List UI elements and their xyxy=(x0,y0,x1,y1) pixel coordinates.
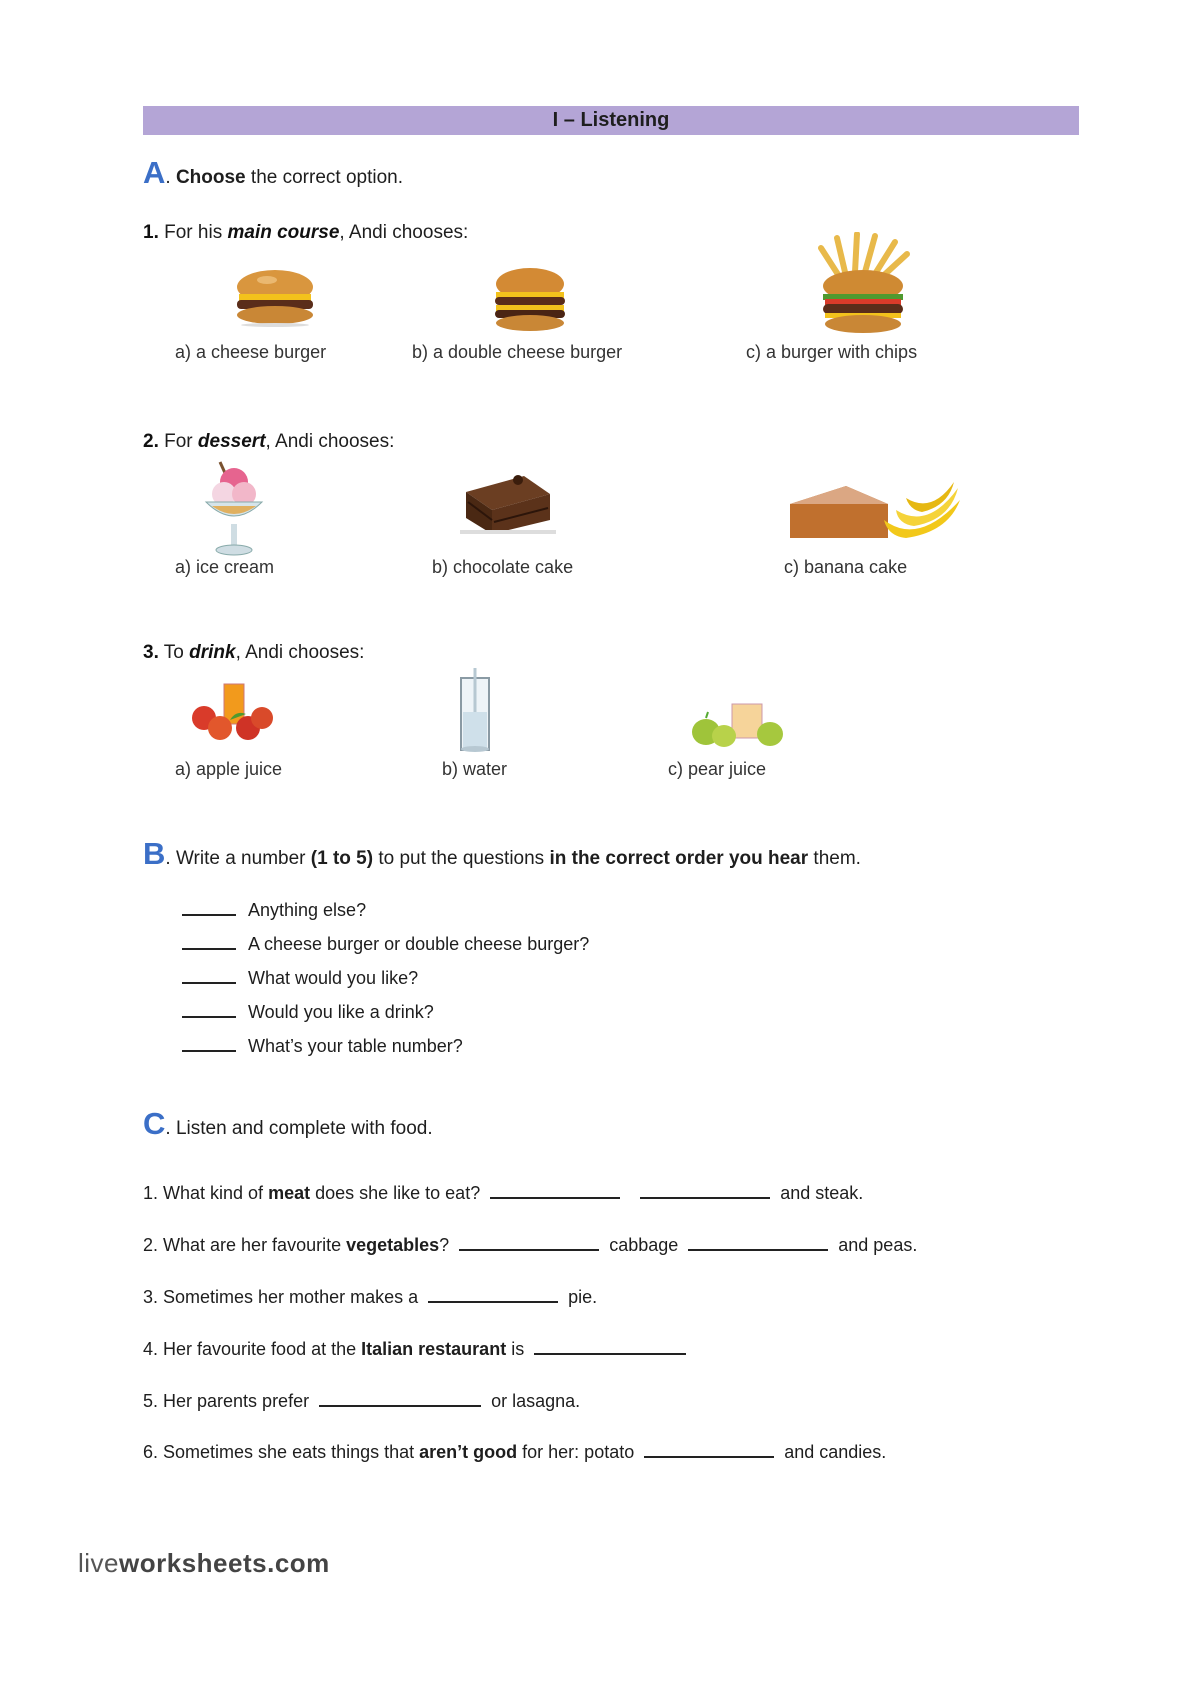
sentence-text: 4. Her favourite food at the xyxy=(143,1339,362,1359)
apple-juice-image xyxy=(190,680,276,746)
option-b: b) chocolate cake xyxy=(432,557,574,577)
order-item-text: What would you like? xyxy=(248,968,419,988)
question-3 xyxy=(143,642,364,664)
sentence-text: and peas. xyxy=(838,1235,918,1255)
fill-sentence-5 xyxy=(143,1391,580,1412)
section-c-heading xyxy=(143,1106,433,1142)
answer-blank[interactable] xyxy=(459,1235,599,1251)
water-glass-image xyxy=(458,668,492,754)
order-blank[interactable] xyxy=(182,970,236,984)
option-c: c) a burger with chips xyxy=(746,342,918,362)
question-number: 2. xyxy=(143,431,159,452)
sentence-text: or lasagna. xyxy=(491,1391,581,1411)
option-a: a) a cheese burger xyxy=(175,342,327,362)
question-emphasis: drink xyxy=(189,642,236,663)
sentence-text: 1. What kind of xyxy=(143,1183,269,1203)
section-a-rest: the correct option. xyxy=(245,167,404,188)
sentence-text: 2. What are her favourite xyxy=(143,1235,347,1255)
question-text: , Andi chooses: xyxy=(265,431,395,452)
section-a-heading xyxy=(143,155,403,191)
order-item-text: A cheese burger or double cheese burger? xyxy=(248,934,590,954)
sentence-text: 6. Sometimes she eats things that xyxy=(143,1442,420,1462)
order-item-text: Would you like a drink? xyxy=(248,1002,434,1022)
answer-blank[interactable] xyxy=(640,1183,770,1199)
sentence-text: 5. Her parents prefer xyxy=(143,1391,310,1411)
section-title: I – Listening xyxy=(143,106,1079,135)
order-item-5 xyxy=(182,1036,463,1057)
option-c: c) banana cake xyxy=(784,557,908,577)
answer-blank[interactable] xyxy=(490,1183,620,1199)
logo-part: worksheets xyxy=(119,1548,268,1578)
sentence-bold: aren’t good xyxy=(419,1442,518,1462)
order-blank[interactable] xyxy=(182,1038,236,1052)
section-c-text: . Listen and complete with food. xyxy=(165,1118,433,1139)
answer-blank[interactable] xyxy=(319,1391,481,1407)
logo-part: live xyxy=(78,1548,120,1578)
section-a-dot: . xyxy=(165,167,171,188)
section-b-letter: B xyxy=(143,836,166,871)
option-b: b) a double cheese burger xyxy=(412,342,623,362)
order-item-1 xyxy=(182,900,366,921)
fill-sentence-2 xyxy=(143,1235,917,1256)
section-a-bold: Choose xyxy=(175,167,246,188)
liveworksheets-logo xyxy=(78,1548,330,1579)
answer-blank[interactable] xyxy=(688,1235,828,1251)
fill-sentence-4 xyxy=(143,1339,696,1360)
option-a: a) apple juice xyxy=(175,759,283,779)
order-item-2 xyxy=(182,934,589,955)
section-c-letter: C xyxy=(143,1106,166,1141)
banana-cake-image xyxy=(788,480,964,542)
question-emphasis: main course xyxy=(227,222,340,243)
sentence-text: 3. Sometimes her mother makes a xyxy=(143,1287,419,1307)
sentence-text: and steak. xyxy=(780,1183,864,1203)
question-1 xyxy=(143,222,468,244)
answer-blank[interactable] xyxy=(428,1287,558,1303)
section-b-bold: (1 to 5) xyxy=(310,848,374,869)
chocolate-cake-image xyxy=(458,468,558,538)
sentence-bold: meat xyxy=(268,1183,311,1203)
fill-sentence-1 xyxy=(143,1183,863,1204)
question-emphasis: dessert xyxy=(197,431,266,452)
option-a: a) ice cream xyxy=(175,557,275,577)
question-text: , Andi chooses: xyxy=(235,642,365,663)
question-text: To xyxy=(158,642,190,663)
sentence-text: for her: potato xyxy=(517,1442,635,1462)
section-b-bold: in the correct order you hear xyxy=(549,848,809,869)
sentence-text: and candies. xyxy=(784,1442,887,1462)
section-b-text: . Write a number xyxy=(165,848,311,869)
sentence-text: is xyxy=(506,1339,525,1359)
sentence-bold: vegetables xyxy=(346,1235,440,1255)
sentence-text: ? xyxy=(439,1235,450,1255)
order-item-3 xyxy=(182,968,418,989)
order-blank[interactable] xyxy=(182,1004,236,1018)
order-item-text: Anything else? xyxy=(248,900,367,920)
pear-juice-image xyxy=(690,700,790,748)
fill-sentence-6 xyxy=(143,1442,886,1463)
sentence-text: pie. xyxy=(568,1287,598,1307)
sentence-text: does she like to eat? xyxy=(310,1183,481,1203)
question-text: For xyxy=(158,431,198,452)
section-b-text: them. xyxy=(808,848,861,869)
section-a-letter: A xyxy=(143,155,166,190)
order-blank[interactable] xyxy=(182,902,236,916)
cheese-burger-image xyxy=(233,267,317,329)
fill-sentence-3 xyxy=(143,1287,597,1308)
question-number: 3. xyxy=(143,642,159,663)
option-b: b) water xyxy=(442,759,508,779)
question-text: For his xyxy=(158,222,228,243)
order-item-text: What’s your table number? xyxy=(248,1036,463,1056)
question-number: 1. xyxy=(143,222,159,243)
sentence-bold: Italian restaurant xyxy=(361,1339,507,1359)
answer-blank[interactable] xyxy=(534,1339,686,1355)
question-text: , Andi chooses: xyxy=(339,222,469,243)
burger-with-chips-image xyxy=(815,232,915,336)
logo-part: .com xyxy=(267,1548,330,1578)
section-b-heading xyxy=(143,836,861,872)
answer-blank[interactable] xyxy=(644,1442,774,1458)
ice-cream-image xyxy=(200,460,268,558)
question-2 xyxy=(143,431,394,453)
order-item-4 xyxy=(182,1002,434,1023)
double-cheese-burger-image xyxy=(490,266,570,334)
order-blank[interactable] xyxy=(182,936,236,950)
section-b-text: to put the questions xyxy=(373,848,550,869)
sentence-text: cabbage xyxy=(609,1235,679,1255)
option-c: c) pear juice xyxy=(668,759,767,779)
